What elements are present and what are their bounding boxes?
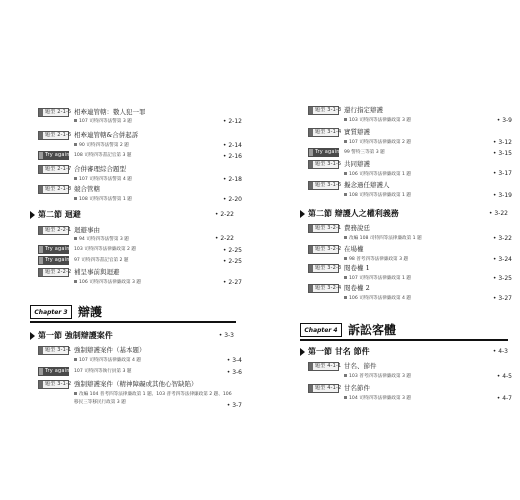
- right-page: [260, 0, 520, 500]
- page-number: • 2-25: [222, 247, 242, 254]
- entry-title: 共同辯護: [344, 160, 370, 168]
- page-number: • 3-12: [492, 139, 512, 146]
- type-tag: 題型 3-1-6: [308, 181, 339, 190]
- type-tag: 題型 4-1-1: [308, 362, 339, 371]
- entry-source: 106 司特四等法律廉政第 1 題: [344, 171, 411, 178]
- section-heading[interactable]: 第二節 迴避: [30, 208, 81, 220]
- page-number: • 4-7: [496, 395, 512, 402]
- entry-source: 108 司特四等法律廉政第 1 題: [344, 192, 411, 199]
- try-again-tag: Try again: [38, 367, 69, 376]
- chapter-title: 訴訟客體: [348, 323, 397, 337]
- toc-entry[interactable]: [38, 256, 242, 266]
- type-tag: 題型 3-1-3: [308, 106, 339, 115]
- type-tag: 題型 3-1-4: [308, 128, 339, 137]
- toc-entry[interactable]: [38, 151, 242, 161]
- type-tag: 題型 3-2-2: [308, 245, 339, 254]
- entry-title: 閱卷權 2: [344, 284, 370, 292]
- entry-title: 在場權: [344, 245, 364, 253]
- page-number: • 3-27: [492, 295, 512, 302]
- page-number: • 2-18: [222, 176, 242, 183]
- entry-source: 103 司特四等法律廉政第 3 題: [344, 117, 411, 124]
- entry-title: 97 司特四等書記官第 2 題: [74, 258, 129, 263]
- bullet-icon: [344, 257, 347, 260]
- entry-source: 98 普考四等法律廉政第 3 題: [344, 256, 408, 263]
- bullet-icon: [74, 358, 77, 361]
- bullet-icon: [344, 236, 347, 239]
- entry-source: 107 司特四等法律廉政第 4 題: [74, 357, 141, 364]
- entry-source: 改編 104 普考四等法律廉政第 1 題、103 普考四等法律廉政第 2 題、106 移民三等移民行政第 3 題: [74, 392, 232, 405]
- type-tag: 題型 2-1-8: [38, 185, 69, 194]
- page-number: • 2-16: [222, 153, 242, 160]
- bullet-icon: [344, 118, 347, 121]
- chapter-heading[interactable]: [300, 323, 508, 339]
- chapter-rule: [300, 339, 508, 341]
- entry-source: 106 司特四等法律廉政第 4 題: [344, 295, 411, 302]
- entry-title: 還行指定辯護: [344, 106, 383, 114]
- type-tag: 題型 3-1-5: [308, 160, 339, 169]
- type-tag: 題型 3-1-1: [38, 346, 69, 355]
- triangle-icon: [300, 348, 305, 356]
- toc-entry[interactable]: [308, 148, 512, 158]
- type-tag: 題型 4-1-2: [308, 384, 339, 393]
- page-number: • 3-6: [226, 369, 242, 376]
- page-number: • 3-22: [492, 235, 512, 242]
- bullet-icon: [74, 237, 77, 240]
- type-tag: 題型 2-2-1: [38, 226, 69, 235]
- chapter-heading[interactable]: [30, 305, 236, 321]
- chapter-title: 辯護: [78, 305, 103, 319]
- entry-source: 107 司特四等法警第 4 題: [74, 176, 132, 183]
- entry-title: 迴避事由: [74, 226, 100, 234]
- bullet-icon: [74, 280, 77, 283]
- page-number: • 3-7: [226, 402, 242, 409]
- entry-title: 費務說廷: [344, 224, 370, 232]
- section-heading[interactable]: 第一節 甘名 節件: [300, 345, 370, 357]
- page-number: • 2-22: [214, 211, 234, 218]
- entry-title: 甘名、節件: [344, 362, 377, 370]
- bullet-icon: [344, 140, 347, 143]
- page-number: • 3-9: [496, 117, 512, 124]
- page-number: • 3-17: [492, 170, 512, 177]
- try-again-tag: Try again: [38, 151, 69, 160]
- page-number: • 3-24: [492, 256, 512, 263]
- entry-title: 108 司特四等書記官第 3 題: [74, 153, 132, 158]
- entry-title: 強制辯護案件（精神障礙或其他心智缺陷）: [74, 380, 198, 388]
- entry-title: 強制辯護案件（基本題）: [74, 346, 146, 354]
- bullet-icon: [74, 119, 77, 122]
- type-tag: 題型 2-1-6: [38, 131, 69, 140]
- page-number: • 3-19: [492, 192, 512, 199]
- bullet-icon: [344, 296, 347, 299]
- page-number: • 3-15: [492, 150, 512, 157]
- type-tag: 題型 3-1-2: [38, 380, 69, 389]
- type-tag: 題型 2-1-5: [38, 108, 69, 117]
- entry-title: 閱卷權 1: [344, 264, 370, 272]
- type-tag: 題型 3-2-3: [308, 264, 339, 273]
- entry-title: 103 司特四等法律廉政第 2 題: [74, 247, 137, 252]
- section-heading[interactable]: 第二節 辯護人之權利義務: [300, 207, 399, 219]
- page-number: • 3-22: [488, 210, 508, 217]
- bullet-icon: [344, 172, 347, 175]
- chapter-rule: [30, 321, 236, 323]
- bullet-icon: [74, 177, 77, 180]
- bullet-icon: [344, 396, 347, 399]
- page-number: • 4-5: [496, 373, 512, 380]
- try-again-tag: Try again: [308, 148, 339, 157]
- page-number: • 3-25: [492, 275, 512, 282]
- try-again-tag: Try again: [38, 245, 69, 254]
- bullet-icon: [344, 374, 347, 377]
- section-heading[interactable]: 第一節 強制辯護案件: [30, 329, 113, 341]
- bullet-icon: [74, 143, 77, 146]
- entry-source: 103 普考四等法律廉政第 3 題: [344, 373, 411, 380]
- type-tag: 題型 2-1-7: [38, 165, 69, 174]
- page-number: • 3-3: [218, 332, 234, 339]
- entry-source: 94 司特四等法警第 3 題: [74, 236, 129, 243]
- type-tag: 題型 2-2-2: [38, 268, 69, 277]
- entry-title: 107 司特四等執行員第 3 題: [74, 369, 132, 374]
- toc-entry[interactable]: [38, 367, 242, 377]
- toc-entry[interactable]: [38, 245, 242, 255]
- page-number: • 2-25: [222, 258, 242, 265]
- triangle-icon: [30, 332, 35, 340]
- page-number: • 2-20: [222, 196, 242, 203]
- entry-title: 99 警特三等第 3 題: [344, 150, 385, 155]
- entry-source: 107 司特四等法律廉政第 2 題: [344, 139, 411, 146]
- page-number: • 2-27: [222, 279, 242, 286]
- bullet-icon: [344, 276, 347, 279]
- bullet-icon: [74, 197, 77, 200]
- triangle-icon: [30, 211, 35, 219]
- entry-source: 107 司特四等法警第 3 題: [74, 118, 132, 125]
- entry-source: 90 司特四等法警第 2 題: [74, 142, 129, 149]
- entry-title: 相牽連管轄&合併起訴: [74, 131, 139, 139]
- entry-title: 實質辯護: [344, 128, 370, 136]
- page-number: • 2-12: [222, 118, 242, 125]
- page-number: • 2-22: [214, 235, 234, 242]
- type-tag: 題型 3-2-4: [308, 284, 339, 293]
- type-tag: 題型 3-2-1: [308, 224, 339, 233]
- entry-source: 改編 108 司特四等法律廉政第 1 題: [344, 235, 422, 242]
- page-number: • 4-3: [492, 348, 508, 355]
- chapter-badge: Chapter 4: [300, 323, 342, 337]
- entry-source: 108 司特四等法警第 1 題: [74, 196, 132, 203]
- entry-title: 甘名節件: [344, 384, 370, 392]
- entry-source: 107 司特四等法律廉政第 1 題: [344, 275, 411, 282]
- try-again-tag: Try again: [38, 256, 69, 265]
- page-number: • 3-4: [226, 357, 242, 364]
- triangle-icon: [300, 210, 305, 218]
- entry-source: 106 司特四等法律廉政第 3 題: [74, 279, 141, 286]
- chapter-badge: Chapter 3: [30, 305, 72, 319]
- entry-title: 競合管轄: [74, 185, 100, 193]
- entry-title: 補呈事前與迴避: [74, 268, 120, 276]
- entry-title: 擬念過任辯護人: [344, 181, 390, 189]
- bullet-icon: [74, 392, 77, 395]
- entry-title: 合併審理綜合題型: [74, 165, 126, 173]
- entry-title: 相牽連管轄：數人犯一罪: [74, 108, 146, 116]
- bullet-icon: [344, 193, 347, 196]
- entry-source: 104 司特四等法律廉政第 3 題: [344, 395, 411, 402]
- page-number: • 2-14: [222, 142, 242, 149]
